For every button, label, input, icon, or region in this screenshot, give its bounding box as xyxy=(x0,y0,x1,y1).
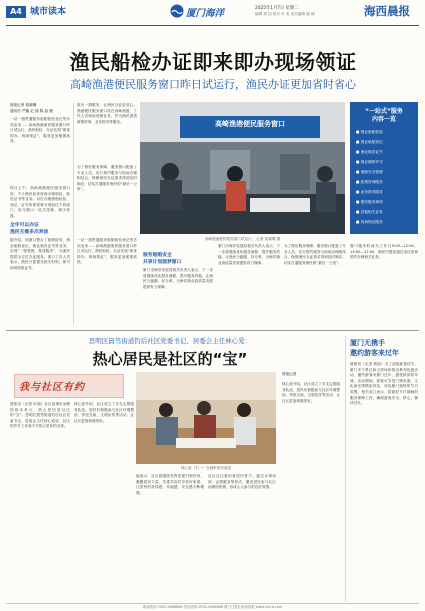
badge-text: 我与社区有约 xyxy=(19,382,85,393)
sidebar-item: ■ 渔业捕捞许可 xyxy=(356,160,383,164)
story1-col6: 窗口服务时间为工作日9:00—12:00、13:00—17:00，渔民可提前通过电话咨询预约办理相关业务。 xyxy=(350,244,418,260)
story1-subhead1: 全年可以办证 渔民无需多次奔波 xyxy=(10,223,49,235)
sidebar-item: ■ 渔业船舶登记 xyxy=(356,140,383,144)
story2-col3: 她表示，社区将继续发挥党建引领作用，凝聚居民力量，共建共治共享美好家园，让居民的获得感、幸福感、安全感不断增强。 xyxy=(136,474,204,495)
story2-col5: 林心爱介绍，社区成立了多支志愿服务队伍，居民们积极参与社区环境整治、邻里互助、文明宣传等活动，让社区更加和谐美好。 xyxy=(282,382,340,403)
brand-logo: 海西晨报 xyxy=(364,4,410,18)
story1-col1-cont: 据介绍，该窗口整合了船舶检验、渔业船舶登记、渔业船员证书等业务，实现“一窗受理、集成服务”，为渔民提供全方位办证服务。窗口工作人员表示，渔民只需提交相关材料，即可现场领取证书。 xyxy=(10,238,70,270)
service-window-sign: 高崎渔港便民服务窗口 xyxy=(215,120,285,128)
story1-byline: 晨报记者 詹颖琳 通讯员 严鑫 记 丽 陈 晶 摄 xyxy=(10,103,53,113)
sidebar-item: ■ 其他相关业务 xyxy=(356,210,383,214)
story2-byline: 晨报记者 xyxy=(282,372,297,376)
story2-col1: 晨报讯（记者 叶丽）社区是城市治理的基本单元，热心居民是社区的“宝”。思明区篔筜街道钓后社区党委书记、居委会主任林心爱说，社区的许多工作离不开热心居民的支持。 xyxy=(10,402,70,429)
service-sidebar xyxy=(350,102,418,234)
story1-col5: 为了做好服务保障，服务窗口配备了专业人员，实行预约服务与现场办理相结合，保障渔民办证需求得到及时响应，切实打通服务渔民的“最后一公里”。 xyxy=(284,244,346,265)
sidebar-item: ■ 渔业船舶检验 xyxy=(356,130,383,134)
photo1-caption: 高崎渔港便民服务窗口试运行。 记者 詹颖琳 摄 xyxy=(204,237,281,241)
story1-col2-bottom: 一站一窗贯通服务船舶检验登记等多项业务……高崎渔港便民服务窗口昨日试运行，渔民船检、办证实现“即来即办、现场领证”，服务更加便捷高效。 xyxy=(77,238,137,265)
sidebar-item: ■ 便民服务事项 xyxy=(356,200,383,204)
story1-col2-cont: 为了做好服务保障，服务窗口配备了专业人员，实行预约服务与现场办理相结合，保障渔民办证需求得到及时响应，切实打通服务渔民的“最后一公里”。 xyxy=(77,165,137,192)
story1-col3: 厦门市海洋发展局相关负责人表示，下一步将继续优化服务流程，提升服务效能，让渔民少跑腿、好办事，为海洋渔业高质量发展提供有力保障。 xyxy=(143,268,213,289)
story1-subhead2: 服务船舶安全 共享计划圆梦窗口 xyxy=(143,253,182,265)
sidebar-item: ■ 业务指导服务 xyxy=(356,190,383,194)
story1-col1b: 昨日上午，高崎渔港便民服务窗口前，不少渔民前来咨询办理船检、船员证书等业务。以往办理渔船检验、登记、证书申领需要分别前往不同部门，如今窗口一站式受理，减少奔波。 xyxy=(10,186,70,218)
story-divider xyxy=(6,330,419,331)
page-number-badge: A4 xyxy=(6,6,26,18)
right-column-divider xyxy=(345,336,346,602)
sidebar-title: “一站式”服务 内容一览 xyxy=(365,108,403,123)
main-headline: 渔民船检办证即来即办现场领证 xyxy=(69,50,357,74)
page-header xyxy=(0,0,425,24)
story1-col2: 推出一窗服务，让渔民办证更省心。渔港便民服务窗口设在高崎渔港，工作人员现场受理业务，并为渔民提供政策咨询、业务指导等服务。 xyxy=(77,103,137,124)
story2-col2: 林心爱介绍，社区成立了多支志愿服务队伍，居民们积极参与社区环境整治、邻里互助、文明宣传等活动，让社区更加和谐美好。 xyxy=(74,402,134,423)
editor-line: 编辑 刘 钧 校对 叶 美 美术编辑 姚 楠 xyxy=(255,12,315,16)
community-meeting-photo xyxy=(136,372,276,464)
paper-name: 厦门海洋 xyxy=(186,8,225,19)
sidebar-item: ■ 渔业船员证书 xyxy=(356,150,383,154)
date-line: 2025年1月7日 星期二 xyxy=(255,6,299,11)
header-rule xyxy=(6,25,419,26)
main-subheadline: 高崎渔港便民服务窗口昨日试运行，渔民办证更加省时省心 xyxy=(70,78,356,91)
community-badge xyxy=(14,374,124,398)
section-label: 城市读本 xyxy=(30,7,67,17)
sidebar-item: ■ 渔船安全管理 xyxy=(356,170,383,174)
side-story-text: 晨报讯（记者 林韵）为了迎接新春佳节，厦门多个景区和文旅场所推出系列优惠活动，邀约游客来厦门过年，感受浓浓的年味。活动期间，游客可享受门票优惠、文化演出等精彩内容，体验厦门独特的节日氛围。相关部门表示，将做好节日期间的服务保障工作，确保游客安全、舒心、愉快过年。 xyxy=(350,362,418,406)
footer-text: 新闻热线 0592-5666666 投诉热线 0592-5666666 厦门日报社海西晨报 www.xmrb.com xyxy=(142,605,283,609)
sidebar-item: ■ 现场领证服务 xyxy=(356,220,383,224)
story2-col4: 社区还注重培育居民骨干，通过议事协商、志愿服务等形式，激发居民参与社区治理的热情，形成人人参与的良好氛围。 xyxy=(208,474,276,490)
wave-logo-icon xyxy=(170,4,184,18)
story2-title: 热心居民是社区的“宝” xyxy=(92,350,248,368)
story1-col1: 一站一窗贯通服务船舶检验登记等多项业务……高崎渔港便民服务窗口昨日试运行，渔民船检、办证实现“即来即办、现场领证”，服务更加便捷高效。 xyxy=(10,117,70,144)
col-divider xyxy=(73,103,74,325)
photo2-caption: 林心爱（右一）在倾听居民意见 xyxy=(180,466,232,470)
sidebar-item: ■ 政策咨询服务 xyxy=(356,180,383,184)
sidebar-list xyxy=(356,127,414,227)
masthead-logo xyxy=(170,3,250,21)
side-story-title: 厦门无携手 邀约游客来过年 xyxy=(350,339,399,357)
service-window-photo xyxy=(140,102,345,234)
story2-kicker: 思明区篔筜街道钓后社区党委书记、居委会主任林心爱： xyxy=(88,337,252,345)
story1-col4: 厦门市海洋发展局相关负责人表示，下一步将继续优化服务流程，提升服务效能，让渔民少跑腿、好办事，为海洋渔业高质量发展提供有力保障。 xyxy=(218,244,280,265)
